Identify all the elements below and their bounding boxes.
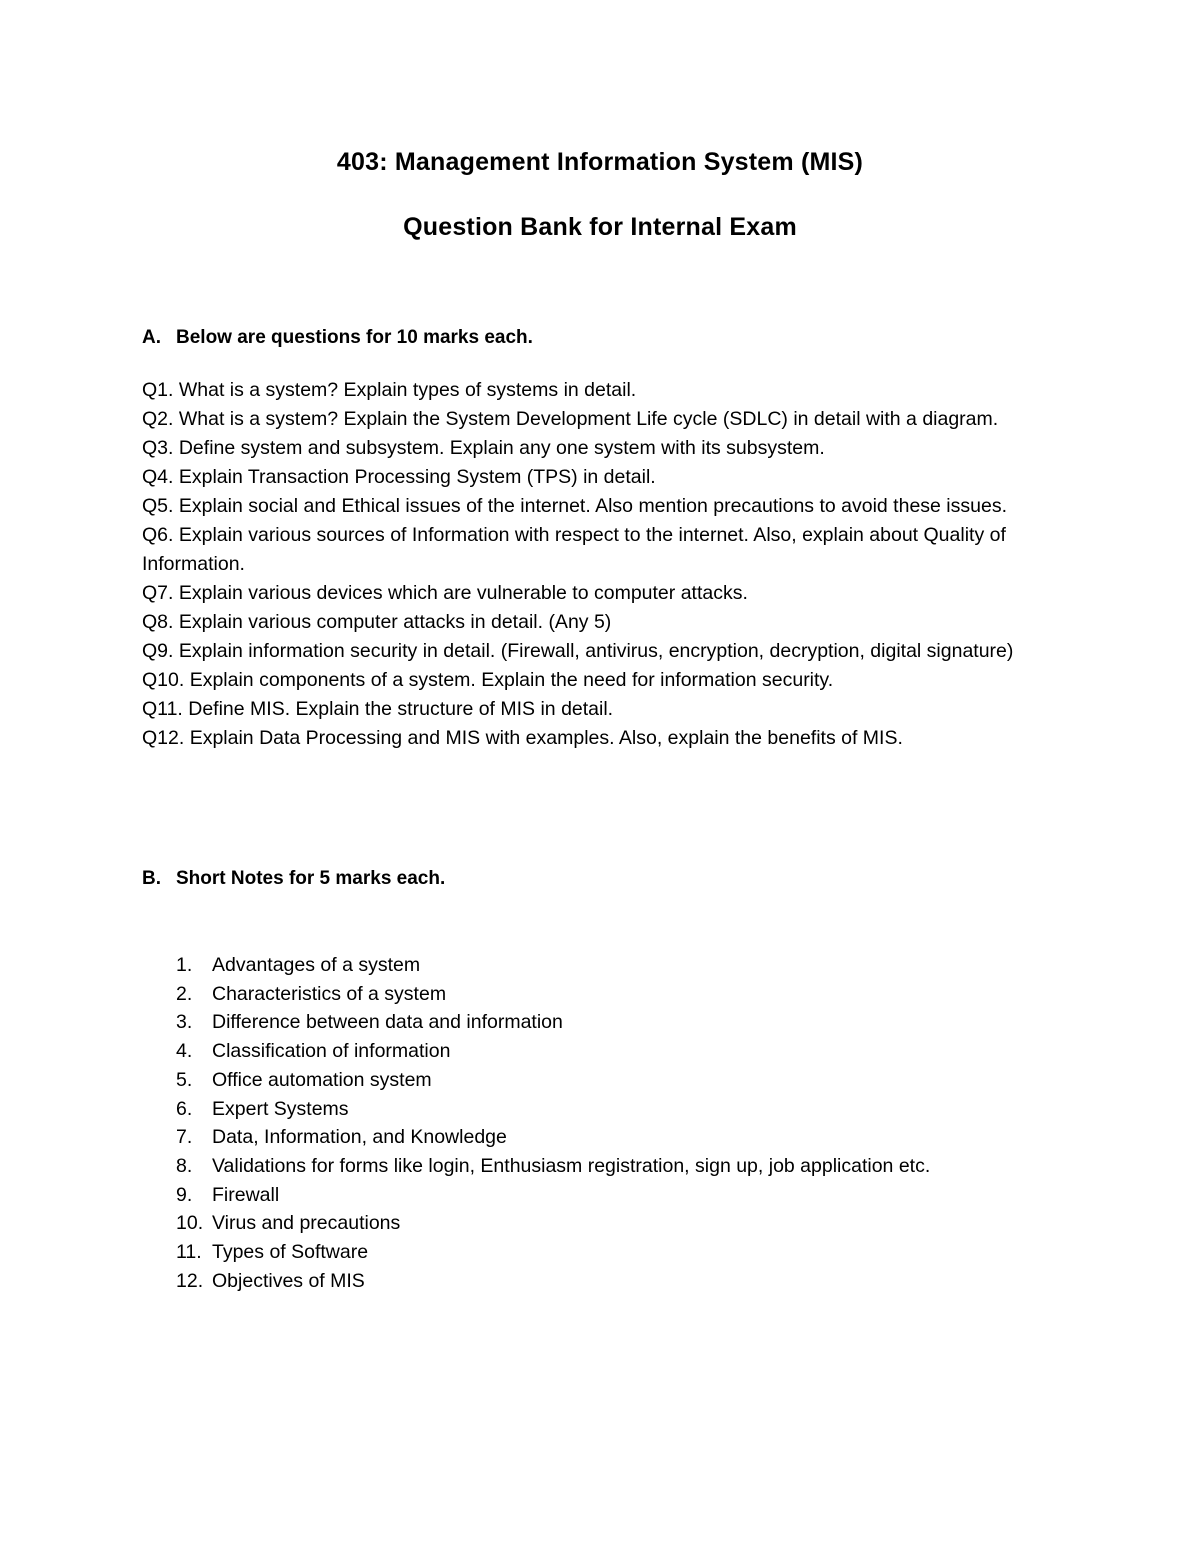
list-item-text: Virus and precautions <box>212 1212 401 1235</box>
list-item-number: 9. <box>176 1183 193 1206</box>
list-item-text: Advantages of a system <box>212 954 421 976</box>
list-item-number: 4. <box>176 1040 193 1063</box>
section-b-heading <box>142 867 445 891</box>
list-item <box>176 1008 1056 1037</box>
section-a-title: Below are questions for 10 marks each. <box>176 327 533 348</box>
list-item-text: Objectives of MIS <box>212 1269 365 1292</box>
question-item: Q6. Explain various sources of Information with respect to the internet. Also, explain about Quality of Information. <box>142 524 1006 575</box>
list-item-text: Expert Systems <box>212 1097 349 1120</box>
list-item-number: 2. <box>176 982 193 1005</box>
list-item <box>176 1152 1056 1181</box>
list-item <box>176 1238 1056 1267</box>
question-item: Q4. Explain Transaction Processing System (TPS) in detail. <box>142 466 656 488</box>
section-a-heading <box>142 326 533 350</box>
list-item <box>176 1066 1056 1095</box>
list-item-number: 10. <box>176 1212 204 1235</box>
question-item: Q9. Explain information security in detail. (Firewall, antivirus, encryption, decryption, digital signature) <box>142 640 1014 662</box>
list-item-number: 7. <box>176 1126 193 1149</box>
document-subtitle: Question Bank for Internal Exam <box>403 213 797 241</box>
question-item: Q5. Explain social and Ethical issues of the internet. Also mention precautions to avoid these issues. <box>142 495 1007 517</box>
question-item: Q8. Explain various computer attacks in detail. (Any 5) <box>142 611 612 633</box>
list-item <box>176 1095 1056 1124</box>
question-item: Q3. Define system and subsystem. Explain any one system with its subsystem. <box>142 437 825 459</box>
list-item-text: Classification of information <box>212 1040 451 1063</box>
list-item-text: Difference between data and information <box>212 1011 563 1034</box>
list-item-number: 1. <box>176 954 193 976</box>
list-item-number: 11. <box>176 1241 202 1264</box>
question-item: Q11. Define MIS. Explain the structure of MIS in detail. <box>142 698 614 720</box>
list-item-number: 6. <box>176 1097 193 1120</box>
section-b-title: Short Notes for 5 marks each. <box>176 868 446 889</box>
list-item-text: Firewall <box>212 1183 280 1206</box>
list-item-text: Validations for forms like login, Enthusiasm registration, sign up, job application etc. <box>212 1154 931 1177</box>
question-item: Q10. Explain components of a system. Explain the need for information security. <box>142 669 834 691</box>
list-item <box>176 1123 1056 1152</box>
list-item-text: Office automation system <box>212 1068 432 1091</box>
short-notes-list <box>176 951 1056 1295</box>
list-item-number: 3. <box>176 1011 193 1034</box>
list-item-number: 12. <box>176 1269 204 1292</box>
section-b-letter: B. <box>142 868 161 889</box>
question-item: Q2. What is a system? Explain the System Development Life cycle (SDLC) in detail with a diagram. <box>142 408 999 430</box>
list-item-text: Data, Information, and Knowledge <box>212 1126 507 1149</box>
list-item-text: Types of Software <box>212 1241 369 1264</box>
question-item: Q7. Explain various devices which are vulnerable to computer attacks. <box>142 582 748 604</box>
question-list <box>142 376 1042 753</box>
list-item-text: Characteristics of a system <box>212 982 447 1005</box>
section-a-letter: A. <box>142 327 161 348</box>
document-title: 403: Management Information System (MIS) <box>336 148 864 176</box>
question-item: Q1. What is a system? Explain types of systems in detail. <box>142 379 637 401</box>
list-item-number: 5. <box>176 1068 193 1091</box>
list-item <box>176 1209 1056 1238</box>
list-item <box>176 1181 1056 1210</box>
list-item <box>176 1267 1056 1296</box>
list-item-number: 8. <box>176 1154 193 1177</box>
list-item <box>176 1037 1056 1066</box>
list-item <box>176 980 1056 1009</box>
question-item: Q12. Explain Data Processing and MIS with examples. Also, explain the benefits of MIS. <box>142 727 903 749</box>
list-item <box>176 951 1056 980</box>
